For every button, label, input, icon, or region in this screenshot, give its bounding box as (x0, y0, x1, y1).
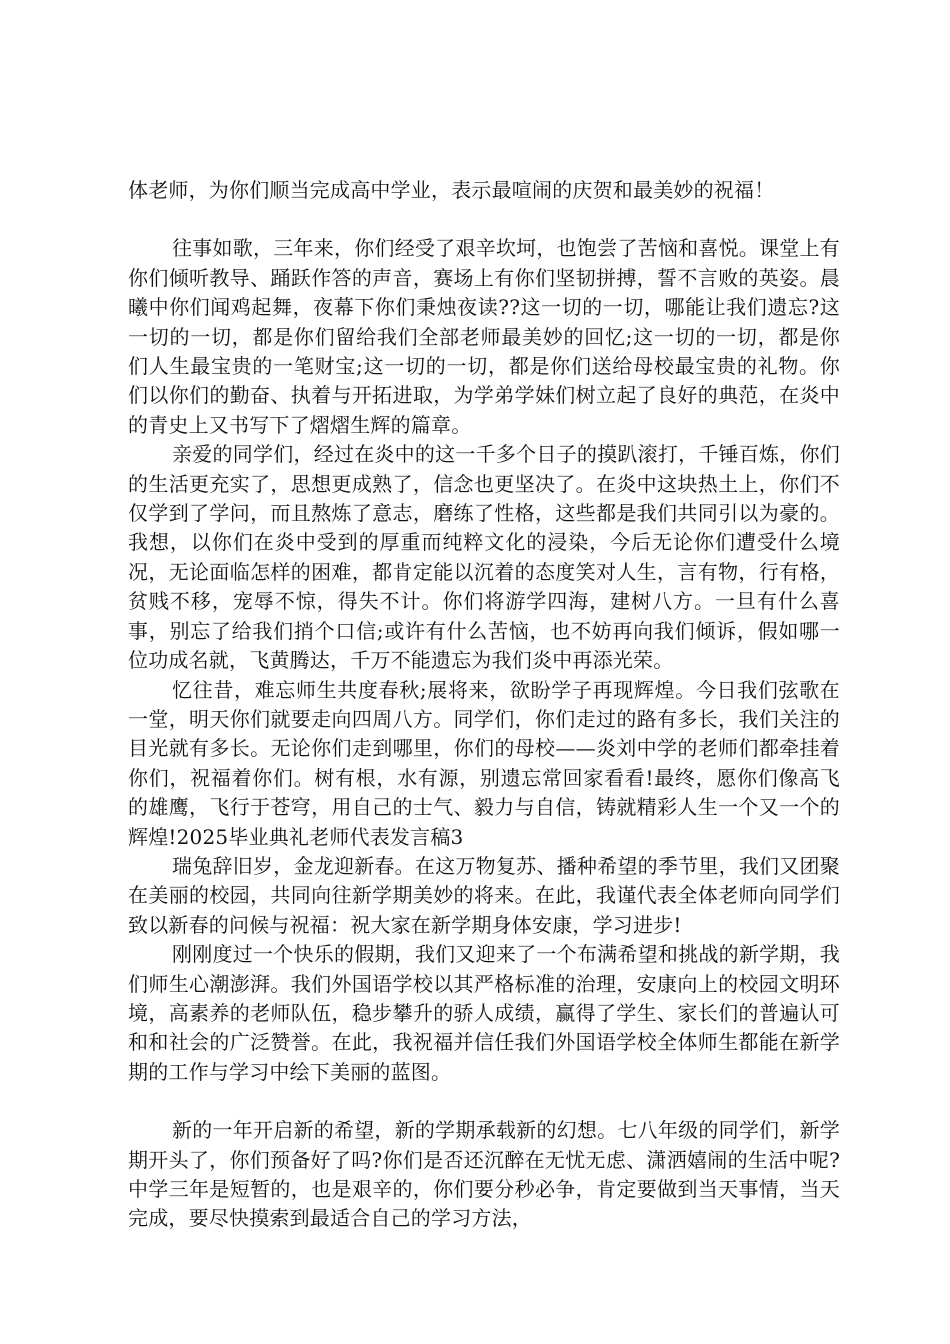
paragraph-1: 体老师，为你们顺当完成高中学业，表示最喧闹的庆贺和最美妙的祝福！ (128, 178, 775, 202)
paragraph-gap (128, 1087, 840, 1116)
paragraph-6: 刚刚度过一个快乐的假期，我们又迎来了一个布满希望和挑战的新学期，我们师生心潮澎湃。我们外国语学校以其严格标准的治理，安康向上的校园文明环境，高素养的老师队伍，稳步攀升的骄人成绩，赢得了学生、家长们的普遍认可和和社会的广泛赞誉。在此，我祝福并信任我们外国语学校全体师生都能在新学期的工作与学习中绘下美丽的蓝图。 (128, 942, 840, 1084)
paragraph-5: 瑞兔辞旧岁，金龙迎新春。在这万物复苏、播种希望的季节里，我们又团聚在美丽的校园，共同向往新学期美妙的将来。在此，我谨代表全体老师向同学们致以新春的问候与祝福：祝大家在新学期身体安康，学习进步! (128, 853, 840, 937)
paragraph-gap (128, 205, 840, 234)
paragraph-4: 忆往昔，难忘师生共度春秋;展将来，欲盼学子再现辉煌。今日我们弦歌在一堂，明天你们就要走向四周八方。同学们，你们走过的路有多长，我们关注的目光就有多长。无论你们走到哪里，你们的母校——炎刘中学的老师们都牵挂着你们，祝福着你们。树有根，水有源，别遗忘常回家看看!最终，愿你们像高飞的雄鹰，飞行于苍穹，用自己的士气、毅力与自信，铸就精彩人生一个又一个的辉煌!2025毕业典礼老师代表发言稿3 (128, 677, 840, 849)
paragraph-7: 新的一年开启新的希望，新的学期承载新的幻想。七八年级的同学们，新学期开头了，你们预备好了吗?你们是否还沉醉在无忧无虑、潇洒嬉闹的生活中呢?中学三年是短暂的，也是艰辛的，你们要分秒必争，肯定要做到当天事情，当天完成，要尽快摸索到最适合自己的学习方法， (128, 1118, 840, 1231)
paragraph-3: 亲爱的同学们，经过在炎中的这一千多个日子的摸趴滚打，千锤百炼，你们的生活更充实了，思想更成熟了，信念也更坚决了。在炎中这块热土上，你们不仅学到了学问，而且熬炼了意志，磨练了性格，这些都是我们共同引以为豪的。我想，以你们在炎中受到的厚重而纯粹文化的浸染，今后无论你们遭受什么境况，无论面临怎样的困难，都肯定能以沉着的态度笑对人生，言有物，行有格，贫贱不移，宠辱不惊，得失不计。你们将游学四海，建树八方。一旦有什么喜事，别忘了给我们捎个口信;或许有什么苦恼，也不妨再向我们倾诉，假如哪一位功成名就，飞黄腾达，千万不能遗忘为我们炎中再添光荣。 (128, 442, 840, 673)
paragraph-2: 往事如歌，三年来，你们经受了艰辛坎坷，也饱尝了苦恼和喜悦。课堂上有你们倾听教导、踊跃作答的声音，赛场上有你们坚韧拼搏，誓不言败的英姿。晨曦中你们闻鸡起舞，夜幕下你们秉烛夜读??这一切的一切，哪能让我们遗忘?这一切的一切，都是你们留给我们全部老师最美妙的回忆;这一切的一切，都是你们人生最宝贵的一笔财宝;这一切的一切，都是你们送给母校最宝贵的礼物。你们以你们的勤奋、执着与开拓进取，为学弟学妹们树立起了良好的典范，在炎中的青史上又书写下了熠熠生辉的篇章。 (128, 236, 840, 437)
document-body (128, 176, 840, 1234)
